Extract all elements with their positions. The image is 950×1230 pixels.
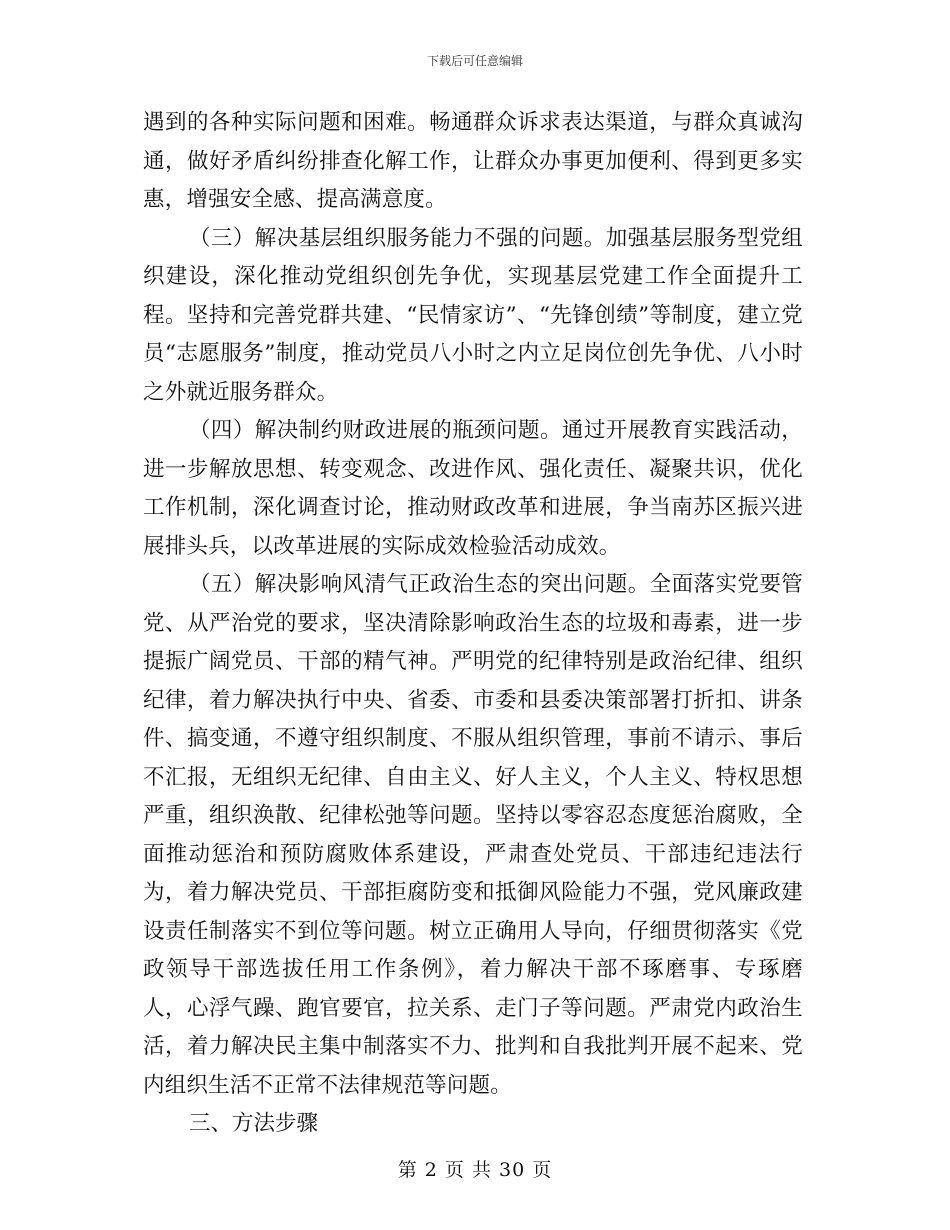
section-heading: 三、方法步骤 — [189, 1111, 319, 1136]
paragraph-item-3: （三）解决基层组织服务能力不强的问题。加强基层服务型党组织建设，深化推动党组织创先争优，实现基层党建工作全面提升工程。坚持和完善党群共建、“民情家访”、“先锋创绩”等制度，建立党员“志愿服务”制度，推动党员八小时之内立足岗位创先争优、八小时之外就近服务群众。 — [143, 225, 803, 405]
page-footer: 第 2 页 共 30 页 — [397, 1159, 553, 1181]
paragraph-item-4: （四）解决制约财政进展的瓶颈问题。通过开展教育实践活动，进一步解放思想、转变观念、改进作风、强化责任、凝聚共识，优化工作机制，深化调查讨论，推动财政改革和进展，争当南苏区振兴进展排头兵，以改革进展的实际成效检验活动成效。 — [143, 418, 803, 559]
paragraph-continued: 遇到的各种实际问题和困难。畅通群众诉求表达渠道，与群众真诚沟通，做好矛盾纠纷排查化解工作，让群众办事更加便利、得到更多实惠，增强安全感、提高满意度。 — [143, 110, 803, 212]
paragraph-item-5: （五）解决影响风清气正政治生态的突出问题。全面落实党要管党、从严治党的要求，坚决清除影响政治生态的垃圾和毒素，进一步提振广阔党员、干部的精气神。严明党的纪律特别是政治纪律、组织纪律，着力解决执行中央、省委、市委和县委决策部署打折扣、讲条件、搞变通，不遵守组织制度、不服从组织管理，事前不请示、事后不汇报，无组织无纪律、自由主义、好人主义，个人主义、特权思想严重，组织涣散、纪律松弛等问题。坚持以零容忍态度惩治腐败，全面推动惩治和预防腐败体系建设，严肃查处党员、干部违纪违法行为，着力解决党员、干部拒腐防变和抵御风险能力不强，党风廉政建设责任制落实不到位等问题。树立正确用人导向，仔细贯彻落实《党政领导干部选拔任用工作条例》，着力解决干部不琢磨事、专琢磨人，心浮气躁、跑官要官，拉关系、走门子等问题。严肃党内政治生活，着力解决民主集中制落实不力、批判和自我批判开展不起来、党内组织生活不正常不法律规范等问题。 — [143, 572, 803, 1098]
page-header: 下载后可任意编辑 — [426, 54, 523, 68]
document-body — [143, 104, 803, 1144]
